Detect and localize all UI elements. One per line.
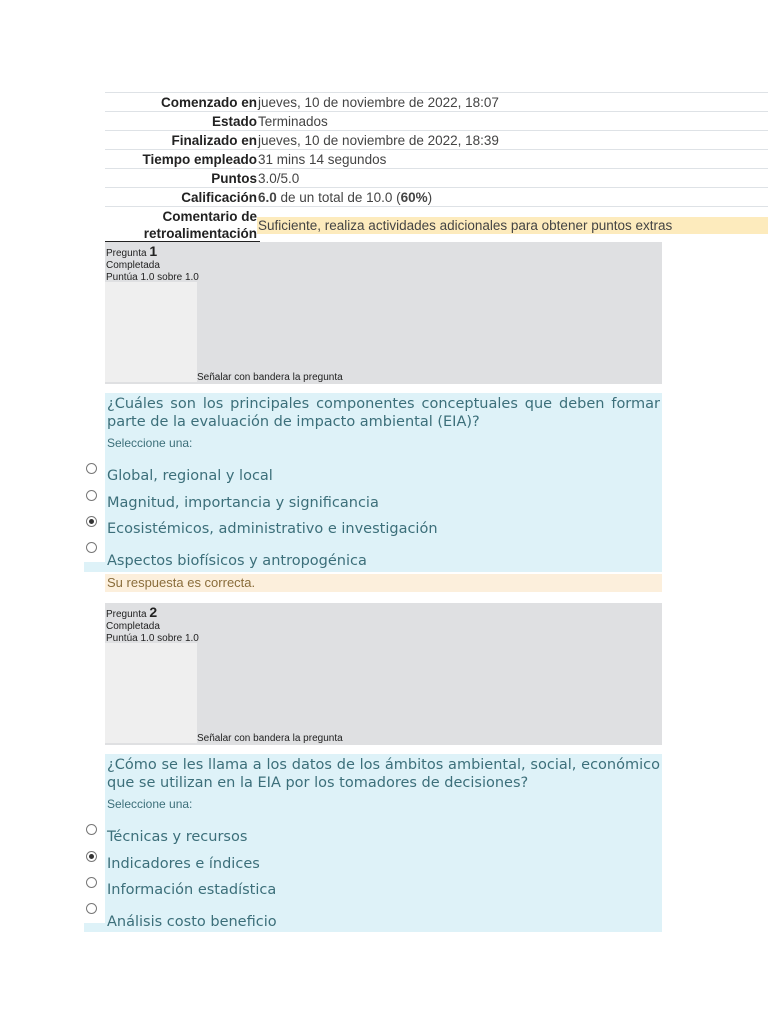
question-1-number: 1 [149, 243, 158, 259]
question-2-score: Puntúa 1.0 sobre 1.0 [106, 633, 199, 644]
summary-row-points [105, 168, 768, 187]
question-1-option-1-label: Global, regional y local [107, 468, 273, 484]
question-2-info-side [105, 643, 197, 743]
question-1-header [106, 245, 199, 284]
question-1-option-2-label: Magnitud, importancia y significancia [107, 495, 379, 511]
question-1-feedback: Su respuesta es correcta. [105, 574, 662, 592]
question-2-radio-2-selected[interactable] [86, 851, 97, 862]
question-1-strip [84, 562, 105, 572]
question-1-radio-2[interactable] [86, 490, 97, 501]
summary-row-finished [105, 130, 768, 149]
question-1-option-1[interactable] [107, 468, 273, 484]
question-2-body [105, 754, 662, 932]
time-label: Tiempo empleado [142, 152, 257, 167]
question-1-option-4-label: Aspectos biofísicos y antropogénica [107, 553, 367, 569]
question-2-header [106, 606, 199, 645]
started-value: jueves, 10 de noviembre de 2022, 18:07 [258, 95, 499, 110]
question-1-option-4[interactable] [107, 553, 367, 569]
question-1-flag-link[interactable]: Señalar con bandera la pregunta [197, 372, 343, 383]
summary-row-state [105, 111, 768, 130]
grade-score: 6.0 [258, 190, 277, 205]
summary-row-grade [105, 187, 768, 206]
question-1-text: ¿Cuáles son los principales componentes conceptuales que deben formar parte de la evaluación de impacto ambiental (EIA)? [107, 396, 660, 430]
grade-value [257, 189, 768, 206]
question-2-option-3-label: Información estadística [107, 882, 277, 898]
question-2-number: 2 [149, 604, 158, 620]
state-value: Terminados [258, 114, 328, 129]
question-2-option-2[interactable] [107, 856, 260, 872]
question-2-info [105, 603, 662, 745]
question-1-score: Puntúa 1.0 sobre 1.0 [106, 272, 199, 283]
question-2-option-4-label: Análisis costo beneficio [107, 914, 277, 930]
question-2-radio-1[interactable] [86, 824, 97, 835]
question-1-info [105, 242, 662, 384]
question-2-prompt: Seleccione una: [107, 797, 193, 811]
question-1-prompt: Seleccione una: [107, 436, 193, 450]
comment-label: Comentario de retroalimentación [143, 208, 257, 241]
grade-label: Calificación [181, 190, 257, 205]
question-2-option-2-label: Indicadores e índices [107, 856, 260, 872]
question-1-body [105, 393, 662, 572]
points-value: 3.0/5.0 [258, 171, 300, 186]
question-1-option-2[interactable] [107, 495, 379, 511]
question-2-strip [84, 923, 105, 932]
question-2-flag-link[interactable]: Señalar con bandera la pregunta [197, 733, 343, 744]
question-1-label: Pregunta [106, 248, 147, 259]
summary-row-feedback [105, 206, 768, 242]
grade-total: de un total de 10.0 ( [276, 190, 401, 205]
question-1-info-side [105, 282, 197, 382]
question-2-option-3[interactable] [107, 882, 276, 898]
finished-label: Finalizado en [171, 133, 257, 148]
grade-close: ) [427, 190, 433, 205]
question-2-label: Pregunta [106, 609, 147, 620]
points-label: Puntos [211, 171, 257, 186]
question-1-option-3-label: Ecosistémicos, administrativo e investigación [107, 521, 438, 537]
question-2-option-4[interactable] [107, 914, 277, 930]
state-label: Estado [211, 114, 257, 129]
summary-row-time [105, 149, 768, 168]
question-2-text: ¿Cómo se les llama a los datos de los ámbitos ambiental, social, económico que se utilizan en la EIA por los tomadores de decisiones? [107, 757, 660, 791]
question-2-radio-4[interactable] [86, 903, 97, 914]
finished-value: jueves, 10 de noviembre de 2022, 18:39 [258, 133, 499, 148]
question-1-option-3[interactable] [107, 521, 438, 537]
question-2-option-1-label: Técnicas y recursos [107, 829, 248, 845]
time-value: 31 mins 14 segundos [258, 152, 387, 167]
question-1-state: Completada [106, 260, 160, 271]
question-2-radio-3[interactable] [86, 877, 97, 888]
summary-row-started [105, 92, 768, 111]
comment-value: Suficiente, realiza actividades adicionales para obtener puntos extras [257, 217, 768, 234]
question-2-option-1[interactable] [107, 829, 247, 845]
question-1-radio-3-selected[interactable] [86, 516, 97, 527]
question-2-state: Completada [106, 621, 160, 632]
question-1-radio-1[interactable] [86, 463, 97, 474]
grade-percent: 60% [400, 190, 428, 205]
question-1-radio-4[interactable] [86, 542, 97, 553]
started-label: Comenzado en [160, 95, 257, 110]
attempt-summary-table [105, 92, 768, 242]
